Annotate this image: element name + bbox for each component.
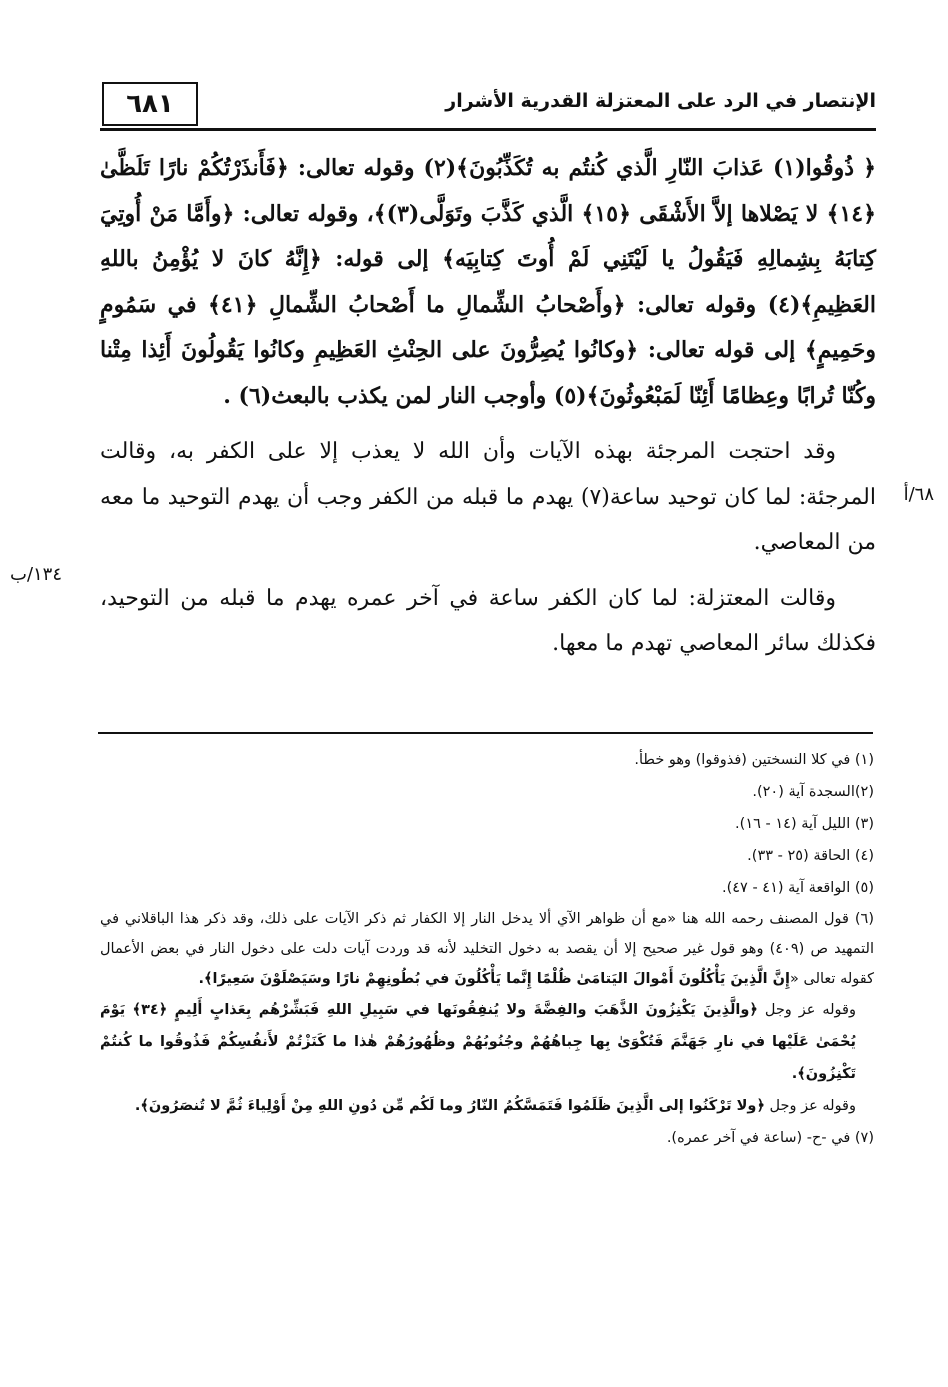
- page-number: ٦٨١: [102, 82, 198, 126]
- footnote-6-cont1-quote: ﴿والَّذِينَ يَكْنِزُونَ الذَّهَبَ والفِضَّةَ ولا يُنفِقُونَها في سَبِيلِ اللهِ فَبَشِّرْهُم بِعَذابٍ أَلِيمٍ ﴿٣٤﴾ يَوْمَ يُحْمَىٰ عَلَيْها في نارِ جَهَنَّمَ فَتُكْوَىٰ بِها جِباهُهُمْ وجُنُوبُهُمْ وظُهُورُهُمْ هٰذا ما كَنَزْتُمْ لأَنفُسِكُمْ فَذُوقُوا ما كُنتُمْ تَكْنِزُونَ﴾.: [100, 1002, 856, 1082]
- header-rule: [100, 128, 876, 131]
- quran-quote-paragraph: ﴿ ذُوقُوا(١) عَذابَ النّارِ الَّذي كُنتُم به تُكَذِّبُونَ﴾(٢) وقوله تعالى: ﴿فَأَنذَرْتُكُمْ نارًا تَلَظَّىٰ ﴿١٤﴾ لا يَصْلاها إلاَّ الأَشْقَى ﴿١٥﴾ الَّذي كَذَّبَ وتَوَلَّى(٣)﴾، وقوله تعالى: ﴿وأَمَّا مَنْ أُوتِيَ كِتابَهُ بِشِمالِهِ فَيَقُولُ يا لَيْتَنِي لَمْ أُوتَ كِتابِيَه﴾ إلى قوله: ﴿إِنَّهُ كانَ لا يُؤْمِنُ باللهِ العَظِيمِ﴾(٤) وقوله تعالى: ﴿وأَصْحابُ الشِّمالِ ما أَصْحابُ الشِّمالِ ﴿٤١﴾ في سَمُومٍ وحَمِيمٍ﴾ إلى قوله تعالى: ﴿وكانُوا يُصِرُّونَ على الحِنْثِ العَظِيمِ وكانُوا يَقُولُونَ أَئِذا مِتْنا وكُنّا تُرابًا وعِظامًا أَئِنّا لَمَبْعُوثُونَ﴾(٥) وأوجب النار لمن يكذب بالبعث(٦) .: [100, 155, 876, 409]
- footnote-4: (٤) الحاقة (٢٥ - ٣٣).: [747, 848, 874, 864]
- footnote-6-continuation-1: [100, 994, 874, 1090]
- footnote-6-quote: إِنَّ الَّذِينَ يَأْكُلُونَ أَمْوالَ اليَتامَىٰ ظُلْمًا إِنَّما يَأْكُلُونَ في بُطُونِهِمْ نارًا وسَيَصْلَوْنَ سَعِيرًا﴾.: [198, 971, 791, 987]
- footnote-7: (٧) في -ح- (ساعة في آخر عمره).: [666, 1130, 874, 1146]
- footnote-6: [100, 904, 874, 994]
- footnote-3: (٣) الليل آية (١٤ - ١٦).: [735, 816, 874, 832]
- page-header: [100, 82, 876, 134]
- paragraph-murjia: وقد احتجت المرجئة بهذه الآيات وأن الله لا يعذب إلا على الكفر به، وقالت المرجئة: لما كان توحيد ساعة(٧) يهدم ما قبله من الكفر وجب أن يهدم التوحيد ما معه من المعاصي.: [100, 439, 876, 555]
- running-title: الإنتصار في الرد على المعتزلة القدرية الأشرار: [445, 90, 876, 112]
- footnote-6-cont2-intro: وقوله عز وجل: [764, 1098, 856, 1114]
- margin-folio-left: ١٣٤/ب: [10, 564, 63, 585]
- footnote-1: (١) في كلا النسختين (فذوقوا) وهو خطأ.: [634, 752, 874, 768]
- footnote-2: (٢)السجدة آية (٢٠).: [752, 784, 874, 800]
- footnotes: [100, 744, 874, 1154]
- footnote-rule: [98, 732, 873, 734]
- paragraph-mutazila: وقالت المعتزلة: لما كان الكفر ساعة في آخر عمره يهدم ما قبله من التوحيد، فكذلك سائر المعاصي تهدم ما معها.: [100, 585, 876, 656]
- footnote-6-continuation-2: [100, 1090, 874, 1122]
- footnote-6-cont1-intro: وقوله عز وجل: [757, 1002, 856, 1018]
- main-text: [100, 146, 876, 667]
- footnote-6-text: (٦) قول المصنف رحمه الله هنا «مع أن ظواهر الآي ألا يدخل النار إلا الكفار ثم ذكر الآيات على ذلك، وقد ذكر هذا الباقلاني في التمهيد ص (٤٠٩) وهو قول غير صحيح إلا أن يقصد به دخول التخليد لأنه قد وردت آيات دلت على دخول النار في بعض الأعمال كقوله تعالى «: [100, 911, 874, 987]
- footnote-6-cont2-quote: ﴿ولا تَرْكَنُوا إلى الَّذِينَ ظَلَمُوا فَتَمَسَّكُمُ النّارُ وما لَكُم مِّن دُونِ اللهِ مِنْ أَوْلِياءَ ثُمَّ لا تُنصَرُونَ﴾.: [134, 1098, 765, 1114]
- margin-folio-right: ٦٨/أ: [903, 484, 934, 505]
- footnote-5: (٥) الواقعة آية (٤١ - ٤٧).: [721, 880, 874, 896]
